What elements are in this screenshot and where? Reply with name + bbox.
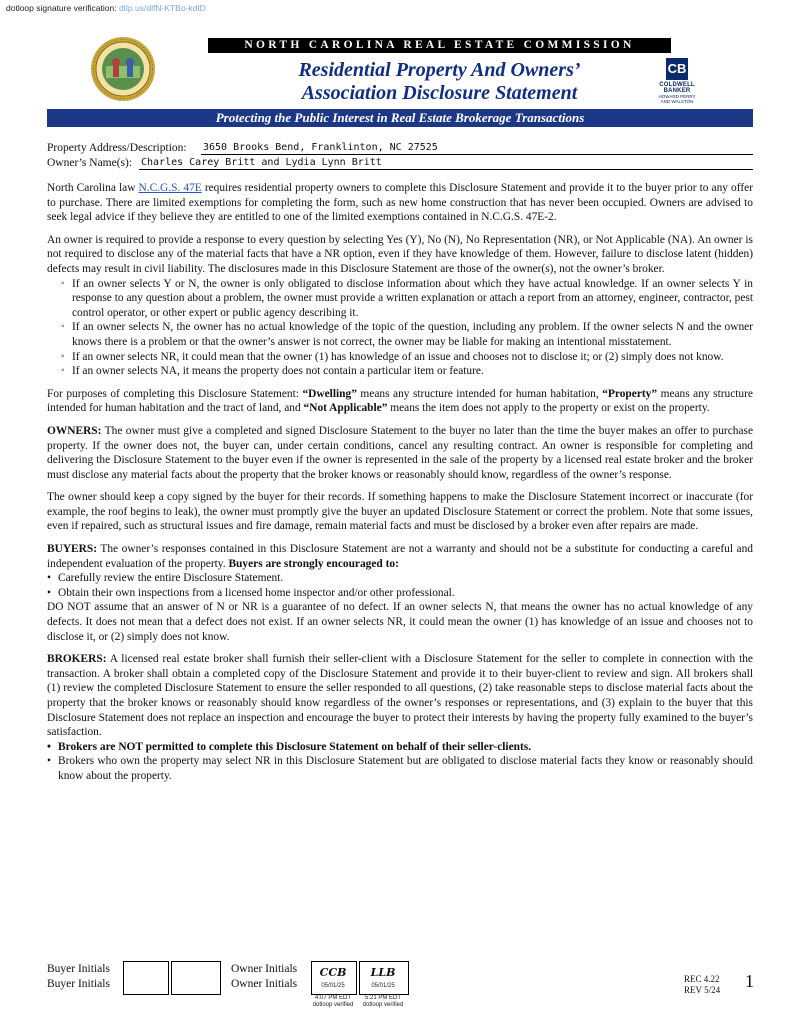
brokers-heading: BROKERS: <box>47 653 107 666</box>
verification-label: dotloop signature verification: <box>6 3 117 13</box>
broker-sub-1: HOWARD PERRY <box>658 94 696 99</box>
property-address-row <box>47 141 753 156</box>
list-item: • Brokers are NOT permitted to complete this Disclosure Statement on behalf of their seller-clients. <box>47 740 753 755</box>
definitions-text: means any structure intended for human habitation and the tract of land, and <box>47 387 753 415</box>
intro-text-cont: requires residential property owners to complete this Disclosure Statement and provide it to the buyer prior to any offer to purchase. There are limited exemptions for completing the form, such as new home construction that has never been occupied. Owners are advised to seek legal advice if they believe they are entitled to one of the limited exemptions contained in N.C.G.S. 47E-2. <box>47 182 753 224</box>
buyers-text: The owner’s responses contained in this Disclosure Statement are not a warranty and should not be a substitute for conducting a careful and independent evaluation of the property. <box>47 543 753 570</box>
form-revision: REV 5/24 <box>684 985 721 995</box>
signature-1-date: 05/01/25 <box>321 983 345 989</box>
title-line-1: Residential Property And Owners’ <box>298 59 581 81</box>
signature-2-time: 5:21 PM EDT <box>364 995 401 1001</box>
broker-sub-2: AND WALSTON <box>660 99 694 104</box>
signature-1-time: 4:07 PM EDT <box>314 995 351 1001</box>
owner-signature-2: LLB <box>370 966 396 979</box>
list-item: ◦ If an owner selects N, the owner has no actual knowledge of the topic of the question, including any problem. If the owner selects N and the owner knows there is a problem or that the owner’s answer is not correct, the owner may be liable for making an intentional misstatement. <box>63 320 753 349</box>
coldwell-banker-mark: CB <box>666 58 688 80</box>
form-code: REC 4.22 <box>684 974 720 984</box>
list-item: • Obtain their own inspections from a licensed home inspector and/or other professional. <box>47 586 753 601</box>
list-item: ◦ If an owner selects Y or N, the owner is only obligated to disclose information about which they have actual knowledge. If an owner selects Y in response to any question about a problem, the owner must provide a written explanation or attach a report from an attorney, engineer, contractor, pest control operator, or other expert or public agency describing it. <box>63 277 753 321</box>
buyers-paragraph-2: DO NOT assume that an answer of N or NR is a guarantee of no defect. If an owner selects N, that means the owner has no actual knowledge of any defects. It does not mean that a defect does not exist. If an owner selects NR, it could mean the owner (1) has knowledge of an issue and chooses not to disclose it, or (2) simply does not know. <box>47 601 753 643</box>
signature-verification <box>6 3 206 13</box>
definitions-text: For purposes of completing this Disclosure Statement: <box>47 387 303 400</box>
buyers-encouraged: Buyers are strongly encouraged to: <box>228 557 399 570</box>
page-number: 1 <box>745 971 754 991</box>
owners-paragraph-1 <box>47 424 753 482</box>
commission-banner: NORTH CAROLINA REAL ESTATE COMMISSION <box>208 38 671 53</box>
owner-names-field[interactable]: Charles Carey Britt and Lydia Lynn Britt <box>139 156 753 170</box>
list-item: • Brokers who own the property may select NR in this Disclosure Statement but are obligated to disclose material facts they know or reasonably should know about the property. <box>47 754 753 783</box>
owners-text: The owner must give a completed and signed Disclosure Statement to the buyer no later than the time the buyer makes an offer to purchase property. If the owner does not, the buyer can, under certain conditions, cancel any resulting contract. An owner is responsible for completing and delivering the Disclosure Statement to the buyer even if the owner is represented in the sale of the property by a licensed real estate broker and the broker must disclose any material facts about the property that the broker knows or reasonably should know, regardless of the owner’s response. <box>47 424 753 481</box>
term-not-applicable: “Not Applicable” <box>303 402 388 415</box>
owner-initials-label-1: Owner Initials <box>231 963 298 975</box>
signature-2-verified: dotloop verified <box>362 1001 404 1008</box>
term-dwelling: “Dwelling” <box>302 387 357 400</box>
broker-logo <box>648 58 706 104</box>
buyers-paragraph-1 <box>47 542 753 571</box>
list-item: • Carefully review the entire Disclosure Statement. <box>47 571 753 586</box>
owner-names-row <box>47 156 753 171</box>
intro-paragraph-1 <box>47 181 753 225</box>
definitions-text: means the item does not apply to the property or exist on the property. <box>387 402 710 415</box>
disclosure-body <box>47 181 753 784</box>
response-options-list <box>47 277 753 379</box>
brokers-paragraph <box>47 652 753 740</box>
definitions-text: means any structure intended for human habitation, <box>356 387 603 400</box>
owners-heading: OWNERS: <box>47 424 102 437</box>
broker-name: COLDWELL BANKER <box>659 82 695 94</box>
owner-names-label: Owner’s Name(s): <box>47 157 133 169</box>
property-address-label: Property Address/Description: <box>47 142 187 154</box>
property-address-field[interactable]: 3650 Brooks Bend, Franklinton, NC 27525 <box>201 141 753 155</box>
brokers-text: A licensed real estate broker shall furnish their seller-client with a Disclosure Statement for the seller to complete in connection with the transaction. A broker shall obtain a completed copy of the Disclosure Statement and provide it to their buyer-client to review and sign. All brokers shall (1) review the completed Disclosure Statement to ensure the seller responded to all questions, (2) take reasonable steps to disclose material facts about the property that the broker knows or reasonably should know regardless of the owner’s responses or representations, and (3) explain to the buyer that this Disclosure Statement does not replace an inspection and encourage the buyer to protect their interests by having the property fully examined to the buyer’s satisfaction. <box>47 653 753 739</box>
intro-text: North Carolina law <box>47 182 139 194</box>
buyer-initials-label-2: Buyer Initials <box>47 978 110 990</box>
signature-2-date: 05/01/25 <box>371 983 395 989</box>
verification-link[interactable]: dtlp.us/dlfN-KTBo-kdtD <box>118 3 206 13</box>
owner-signature-1: CCB <box>319 966 347 979</box>
ncgs-47e-link[interactable]: N.C.G.S. 47E <box>138 182 202 194</box>
buyer-initials-box-2[interactable] <box>171 961 221 995</box>
buyers-heading: BUYERS: <box>47 543 98 556</box>
buyer-initials-label-1: Buyer Initials <box>47 963 110 975</box>
title-line-2: Association Disclosure Statement <box>301 82 578 104</box>
document-title <box>208 59 671 105</box>
owner-initials-label-2: Owner Initials <box>231 978 298 990</box>
state-seal-icon <box>90 36 156 102</box>
list-item: ◦ If an owner selects NA, it means the property does not contain a particular item or feature. <box>63 364 753 379</box>
list-item: ◦ If an owner selects NR, it could mean that the owner (1) has knowledge of an issue and chooses not to disclose it; or (2) simply does not know. <box>63 350 753 365</box>
owners-paragraph-2: The owner should keep a copy signed by the buyer for their records. If something happens to make the Disclosure Statement incorrect or inaccurate (for example, the roof begins to leak), the owner must promptly give the buyer an updated Disclosure Statement or correct the problem. Note that some issues, even if repaired, such as structural issues and fire damage, remain material facts and must be disclosed by a broker even after repairs are made. <box>47 491 753 533</box>
signature-1-verified: dotloop verified <box>312 1001 354 1008</box>
initials-footer <box>47 962 753 1012</box>
buyer-initials-box-1[interactable] <box>123 961 169 995</box>
definitions-paragraph <box>47 387 753 416</box>
intro-paragraph-2: An owner is required to provide a response to every question by selecting Yes (Y), No (N), No Representation (NR), or Not Applicable (NA). An owner is not required to disclose any of the material facts that have a NR option, even if they have knowledge of them. However, failure to disclose latent (hidden) defects may result in civil liability. The disclosures made in this Disclosure Statement are those of the owner(s), not the owner’s broker. <box>47 233 753 275</box>
term-property: “Property” <box>602 387 658 400</box>
tagline-banner: Protecting the Public Interest in Real Estate Brokerage Transactions <box>47 109 753 127</box>
